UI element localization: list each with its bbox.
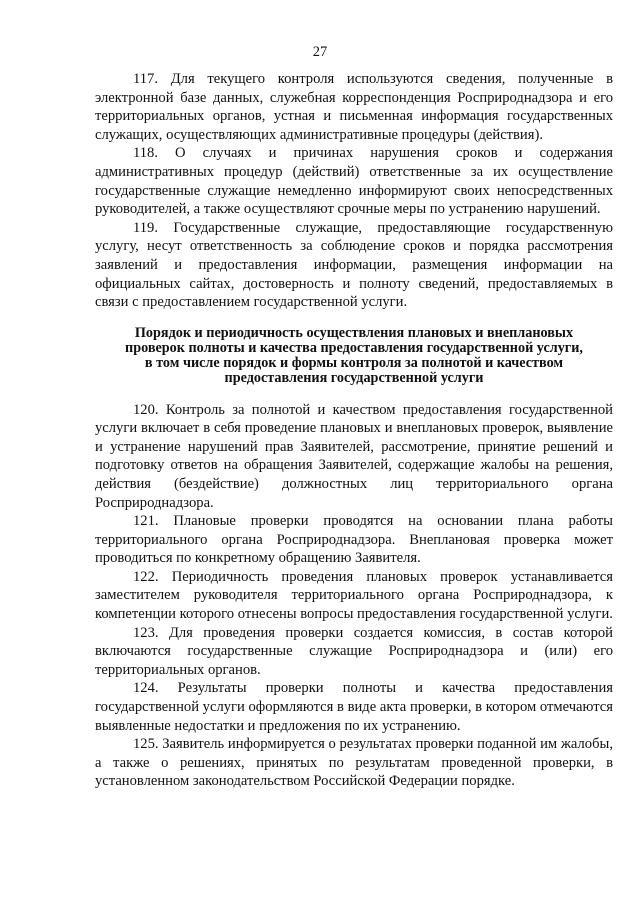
page-number: 27 (312, 44, 328, 60)
paragraph-123: 123. Для проведения проверки создается комиссия, в состав которой включаются государственные служащие Росприроднадзора и (или) его территориальных органов. (95, 624, 613, 678)
paragraph-124: 124. Результаты проверки полноты и качества предоставления государственной услуги оформляются в виде акта проверки, в котором отмечаются выявленные недостатки и предложения по их устранению. (95, 680, 613, 734)
paragraph-120: 120. Контроль за полнотой и качеством предоставления государственной услуги включает в себя проведение плановых и внеплановых проверок, выявление и устранение нарушений прав Заявителей, рассмотрение, принятие решений и подготовку ответов на обращения Заявителей, содержащие жалобы на решения, действия (бездействие) должностных лиц территориального органа Росприроднадзора. (95, 401, 613, 511)
document-body (95, 70, 613, 791)
paragraph-122: 122. Периодичность проведения плановых проверок устанавливается заместителем руководителя территориального органа Росприроднадзора, к компетенции которого отнесены вопросы предоставления государственной услуги. (95, 568, 613, 623)
paragraph-118: 118. О случаях и причинах нарушения сроков и содержания административных процедур (действий) ответственные за их осуществление государственные служащие немедленно информируют своих непосредственных руководителей, а также осуществляют срочные меры по устранению нарушений. (95, 145, 613, 218)
paragraph-119: 119. Государственные служащие, предоставляющие государственную услугу, несут ответственность за соблюдение сроков и порядка рассмотрения заявлений и предоставления информации, размещения информации на официальных сайтах, достоверность и полноту сведений, предоставляемых в связи с предоставлением государственной услуги. (95, 219, 613, 311)
section-heading: Порядок и периодичность осуществления плановых и внеплановых проверок полноты и качества предоставления государственной услуги, в том числе порядок и формы контроля за полнотой и качеством предоставления государственной услуги (125, 324, 583, 387)
paragraph-117: 117. Для текущего контроля используются сведения, полученные в электронной базе данных, служебная корреспонденция Росприроднадзора и его территориальных органов, устная и письменная информация государственных служащих, осуществляющих административные процедуры (действия). (95, 71, 613, 143)
paragraph-121: 121. Плановые проверки проводятся на основании плана работы территориального органа Росприроднадзора. Внеплановая проверка может проводиться по конкретному обращению Заявителя. (95, 513, 613, 567)
paragraph-125: 125. Заявитель информируется о результатах проверки поданной им жалобы, а также о решениях, принятых по результатам проведенной проверки, в установленном законодательством Российской Федерации порядке. (95, 736, 613, 790)
